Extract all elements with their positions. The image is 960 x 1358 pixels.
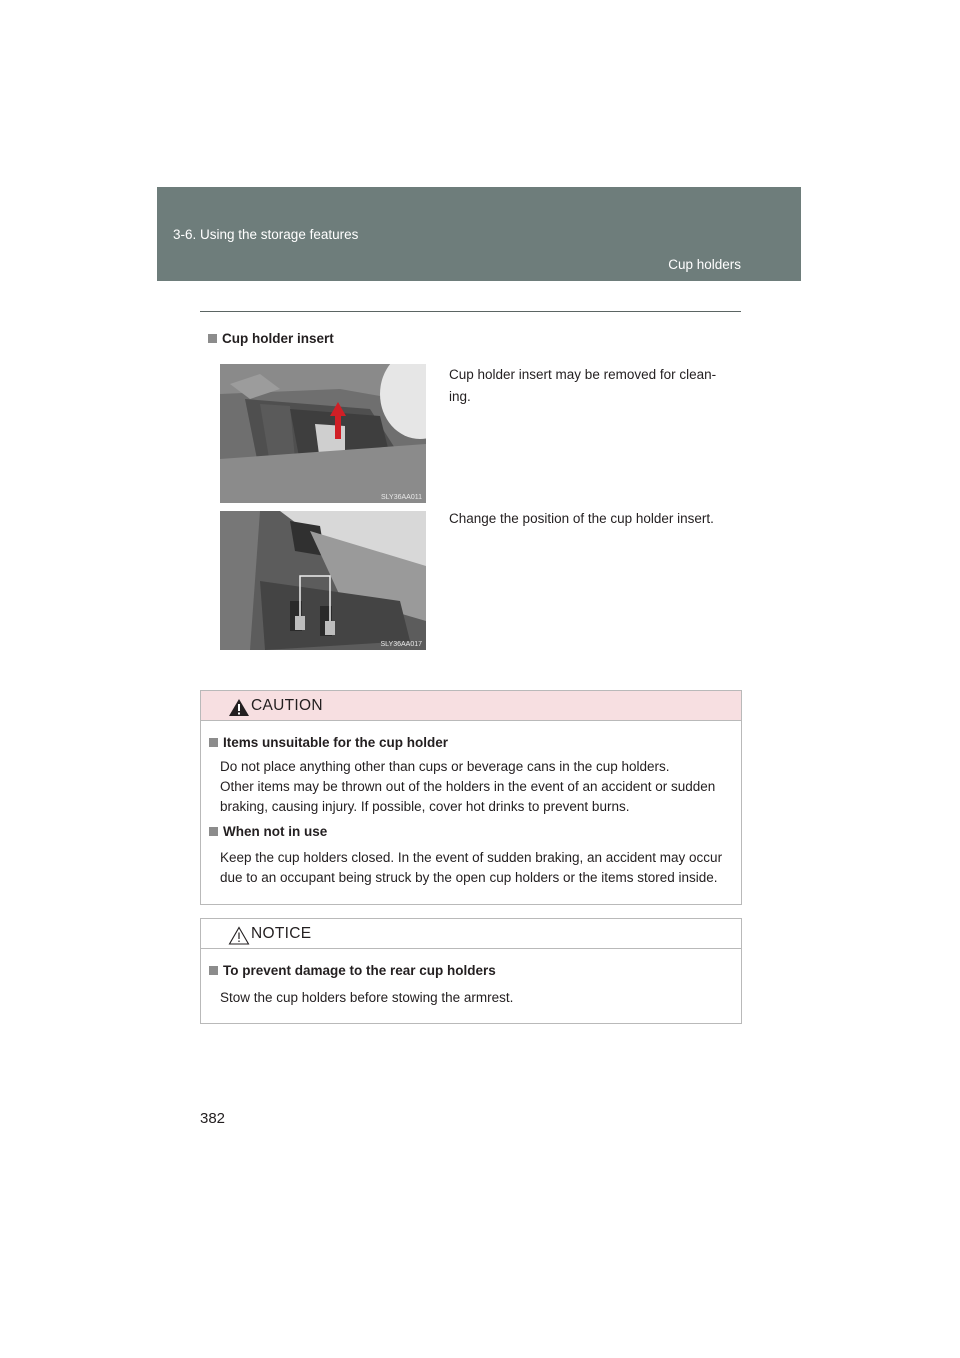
page-header: [157, 187, 801, 281]
figure-code: SLY36AA011: [381, 494, 422, 501]
notice-item-text: Stow the cup holders before stowing the armrest.: [220, 990, 514, 1005]
warning-triangle-icon: [228, 698, 250, 717]
figure-caption: Cup holder insert may be removed for clean- ing.: [449, 367, 717, 404]
figure-code: SLY36AA017: [380, 641, 422, 648]
cup-holder-insert-photo: [220, 364, 426, 503]
caution-header: [201, 691, 741, 721]
warning-outline-icon: [228, 926, 250, 945]
subheading: [208, 331, 334, 346]
notice-header: [201, 919, 741, 949]
section-title: 3-6. Using the storage features: [173, 227, 359, 242]
caution-item-text: Do not place anything other than cups or beverage cans in the cup holders. Other items may be thrown out of the holders in the event of an accident or sudden braking, causing injury. If possible, cover hot drinks to prevent burns.: [220, 759, 716, 814]
topic-title: Cup holders: [668, 257, 741, 272]
square-bullet-icon: [209, 827, 218, 836]
square-bullet-icon: [209, 966, 218, 975]
subheading-text: Cup holder insert: [222, 331, 334, 346]
caution-title: CAUTION: [251, 697, 323, 714]
notice-box: [200, 918, 742, 1024]
cup-holder-position-photo: [220, 511, 426, 650]
divider: [200, 311, 741, 312]
caution-box: [200, 690, 742, 905]
page-number: 382: [200, 1110, 226, 1127]
caution-item-heading: Items unsuitable for the cup holder: [209, 735, 448, 750]
square-bullet-icon: [209, 738, 218, 747]
square-bullet-icon: [208, 334, 217, 343]
notice-item-heading: To prevent damage to the rear cup holders: [209, 963, 496, 978]
caution-item-heading: When not in use: [209, 824, 327, 839]
figure-caption: Change the position of the cup holder insert.: [449, 511, 714, 526]
notice-title: NOTICE: [251, 925, 312, 942]
caution-item-text: Keep the cup holders closed. In the event of sudden braking, an accident may occur due to an occupant being struck by the open cup holders or the items stored inside.: [220, 850, 723, 885]
